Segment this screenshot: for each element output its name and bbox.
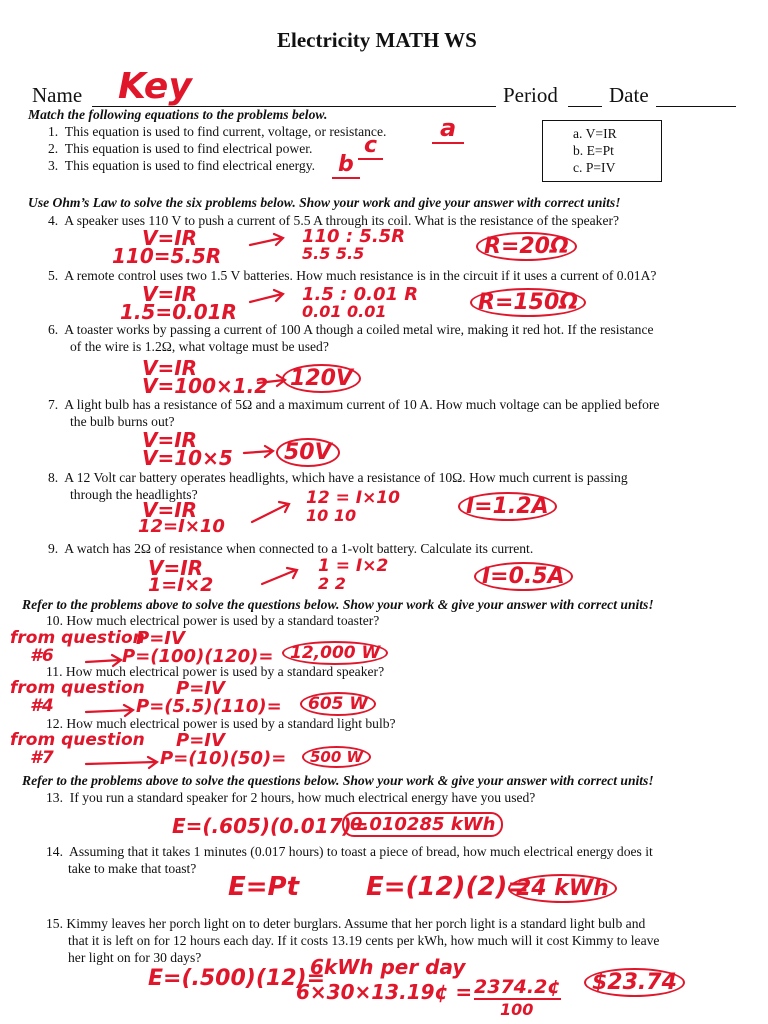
problem-4: 4. A speaker uses 110 V to push a current of 5.5 A through its coil. What is the resistance of the speaker? bbox=[48, 213, 620, 228]
work-line: 10 10 bbox=[306, 506, 357, 525]
work-line: 1.5 : 0.01 R bbox=[302, 284, 419, 305]
period-label: Period bbox=[503, 83, 558, 107]
work-line: P=(5.5)(110)= bbox=[136, 696, 282, 717]
equation-c: c. P=IV bbox=[573, 160, 616, 175]
from-note: from question bbox=[10, 678, 145, 698]
work-line: 2 2 bbox=[318, 574, 346, 593]
work-line: 1 = I×2 bbox=[318, 556, 389, 576]
work-line: 12 = I×10 bbox=[306, 488, 400, 508]
work-line: V=IR bbox=[142, 356, 198, 380]
answer-oval: R=150Ω bbox=[470, 288, 586, 317]
ref-note: #7 bbox=[30, 748, 54, 768]
work-line: P=IV bbox=[136, 628, 185, 649]
arrow-icon bbox=[86, 757, 157, 768]
equation-b: b. E=Pt bbox=[573, 143, 614, 158]
problem-8: 8. A 12 Volt car battery operates headlights, which have a resistance of 10Ω. How much current is passing bbox=[48, 470, 628, 485]
work-line: E=(12)(2)= bbox=[366, 872, 530, 902]
problem-6: 6. A toaster works by passing a current of 100 A though a coiled metal wire, making it red hot. If the resistance bbox=[48, 322, 654, 337]
energy-instruction: Refer to the problems above to solve the questions below. Show your work & give your answer with correct units! bbox=[22, 773, 654, 788]
work-line: E=(.605)(0.017)= bbox=[172, 814, 369, 838]
problem-5: 5. A remote control uses two 1.5 V batteries. How much resistance is in the circuit if it uses a current of 0.01A? bbox=[48, 268, 657, 283]
page-title: Electricity MATH WS bbox=[277, 28, 477, 52]
work-line: V=IR bbox=[148, 556, 204, 580]
answer-oval: R=20Ω bbox=[476, 232, 577, 261]
work-line: P=IV bbox=[176, 730, 225, 751]
answer-oval: I=1.2A bbox=[458, 492, 557, 521]
match-answer: c bbox=[358, 133, 383, 160]
arrow-icon bbox=[262, 568, 297, 584]
answer-oval: 0.010285 kWh bbox=[342, 812, 503, 837]
work-line: P=IV bbox=[176, 678, 225, 699]
work-line: 110=5.5R bbox=[112, 244, 222, 268]
work-line: V=100×1.2 bbox=[142, 374, 269, 398]
problem-7-cont: the bulb burns out? bbox=[70, 414, 175, 429]
power-instruction: Refer to the problems above to solve the questions below. Show your work & give your answer with correct units! bbox=[22, 597, 654, 612]
match-item: 3. This equation is used to find electrical energy. bbox=[48, 158, 316, 173]
work-line: E=(.500)(12)= bbox=[148, 966, 326, 991]
work-line: P=(100)(120)= bbox=[122, 646, 274, 667]
problem-8-cont: through the headlights? bbox=[70, 487, 198, 502]
work-line: V=IR bbox=[142, 428, 198, 452]
match-answer: b bbox=[332, 152, 360, 179]
date-label: Date bbox=[609, 83, 649, 107]
answer-oval: 605 W bbox=[300, 692, 376, 716]
problem-10: 10. How much electrical power is used by a standard toaster? bbox=[46, 613, 380, 628]
problem-13: 13. If you run a standard speaker for 2 hours, how much electrical energy have you used? bbox=[46, 790, 536, 805]
from-note: from question bbox=[10, 730, 145, 750]
problem-15-cont: that it is left on for 12 hours each day. If it costs 13.19 cents per kWh, how much will it cost Kimmy to leave bbox=[68, 933, 660, 948]
name-label: Name bbox=[32, 83, 83, 107]
arrow-icon bbox=[250, 234, 283, 245]
work-line: V=10×5 bbox=[142, 446, 233, 470]
arrow-icon bbox=[250, 290, 283, 302]
work-line: E=Pt bbox=[228, 872, 300, 902]
work-line: V=IR bbox=[142, 282, 198, 306]
work-line: 0.01 0.01 bbox=[302, 302, 387, 321]
work-line: P=(10)(50)= bbox=[160, 748, 287, 769]
work-line: 5.5 5.5 bbox=[302, 244, 365, 263]
arrow-icon bbox=[258, 375, 285, 386]
answer-oval: 50V bbox=[276, 438, 340, 467]
work-line: 1.5=0.01R bbox=[120, 300, 237, 324]
arrow-icon bbox=[244, 446, 273, 457]
problem-7: 7. A light bulb has a resistance of 5Ω and a maximum current of 10 A. How much voltage can be applied before bbox=[48, 397, 660, 412]
from-note: from question bbox=[10, 628, 145, 648]
answer-oval: $23.74 bbox=[584, 968, 685, 997]
answer-oval: 24 kWh bbox=[508, 874, 617, 903]
problem-15: 15. Kimmy leaves her porch light on to deter burglars. Assume that her porch light is a standard light bulb and bbox=[46, 916, 646, 931]
answer-oval: 12,000 W bbox=[282, 641, 388, 665]
problem-14: 14. Assuming that it takes 1 minutes (0.017 hours) to toast a piece of bread, how much electrical energy does it bbox=[46, 844, 653, 859]
work-line: V=IR bbox=[142, 498, 198, 522]
fraction-denominator: 100 bbox=[500, 1000, 534, 1019]
answer-oval: I=0.5A bbox=[474, 562, 573, 591]
work-line: 6kWh per day bbox=[310, 955, 466, 979]
ref-note: #4 bbox=[30, 696, 54, 716]
work-line: 12=I×10 bbox=[138, 516, 225, 537]
problem-15-cont: her light on for 30 days? bbox=[68, 950, 202, 965]
problem-14-cont: take to make that toast? bbox=[68, 861, 197, 876]
answer-oval: 500 W bbox=[302, 746, 371, 768]
work-line: 1=I×2 bbox=[148, 574, 214, 596]
ref-note: #6 bbox=[30, 646, 54, 666]
match-item: 2. This equation is used to find electrical power. bbox=[48, 141, 313, 156]
work-line: V=IR bbox=[142, 226, 198, 250]
match-answer: a bbox=[432, 114, 464, 144]
problem-12: 12. How much electrical power is used by a standard light bulb? bbox=[46, 716, 396, 731]
fraction-numerator: 2374.2¢ bbox=[474, 976, 561, 998]
arrow-icon bbox=[86, 655, 121, 666]
ohm-instruction: Use Ohm’s Law to solve the six problems below. Show your work and give your answer with correct units! bbox=[28, 195, 621, 210]
work-line: 6×30×13.19¢ = bbox=[296, 980, 473, 1004]
name-value: Key bbox=[118, 66, 192, 107]
match-item: 1. This equation is used to find current, voltage, or resistance. bbox=[48, 124, 387, 139]
problem-6-cont: of the wire is 1.2Ω, what voltage must be used? bbox=[70, 339, 329, 354]
match-instruction: Match the following equations to the problems below. bbox=[28, 107, 328, 122]
equation-a: a. V=IR bbox=[573, 126, 617, 141]
answer-oval: 120V bbox=[282, 364, 361, 393]
work-line: 110 : 5.5R bbox=[302, 226, 406, 247]
problem-9: 9. A watch has 2Ω of resistance when connected to a 1-volt battery. Calculate its current. bbox=[48, 541, 534, 556]
arrow-icon bbox=[86, 705, 133, 716]
arrow-icon bbox=[252, 502, 289, 522]
problem-11: 11. How much electrical power is used by a standard speaker? bbox=[46, 664, 385, 679]
